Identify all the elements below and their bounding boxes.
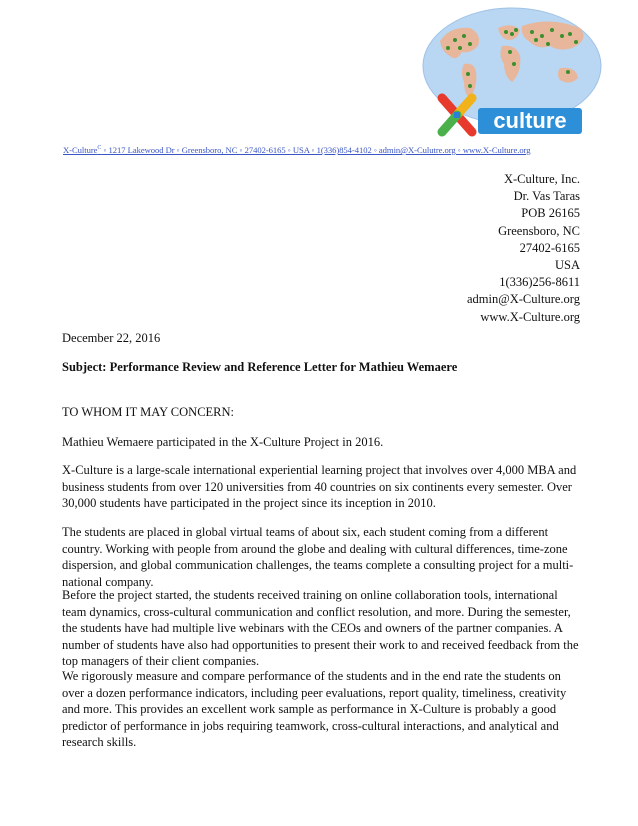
paragraph-teams: The students are placed in global virtual teams of about six, each student coming from a different country. Working with people from around the globe and dealing with cultural differences, time-zone dispersion, and global communication challenges, the teams complete a consulting project for a multi-national company.	[62, 525, 574, 589]
sender-address	[467, 171, 580, 326]
address-email[interactable]: admin@X-Culture.org	[466, 292, 580, 307]
logo-wordmark: culture	[493, 108, 567, 133]
address-line: POB 26165	[521, 206, 580, 221]
letter-date: December 22, 2016	[62, 331, 161, 345]
header-contact-line[interactable]	[63, 145, 583, 155]
address-phone: 1(336)256-8611	[499, 275, 580, 290]
paragraph-training: Before the project started, the students received training on online collaboration tools, international team dynamics, cross-cultural communication and conflict resolution, and more. During the semester, the students have had multiple live webinars with the CEOs and owners of the partner companies. A number of students have also had opportunities to present their work to and received feedback from the top managers of their client companies.	[62, 588, 579, 669]
paragraph-about-x-culture: X-Culture is a large-scale international experiential learning project that involves over 4,000 MBA and business students from over 120 universities from 40 countries on six continents every semester. Over 30,000 students have participated in the project since its inception in 2010.	[62, 463, 577, 511]
x-culture-logo	[420, 6, 602, 142]
address-line: Dr. Vas Taras	[513, 189, 580, 204]
address-website[interactable]: www.X-Culture.org	[480, 309, 580, 324]
paragraph-evaluation: We rigorously measure and compare performance of the students and in the end rate the students on over a dozen performance indicators, including peer evaluations, report quality, timeliness, creativity and more. This provides an excellent work sample as performance in X-Culture is probably a good predictor of performance in jobs requiring teamwork, cross-cultural interactions, and analytical and research skills.	[62, 669, 567, 750]
header-copyright-mark: C	[97, 145, 102, 152]
address-line: 27402-6165	[519, 240, 580, 255]
header-contact-details: ◦ 1217 Lakewood Dr ◦ Greensboro, NC ◦ 27402-6165 ◦ USA ◦ 1(336)854-4102 ◦ admin@X-Culutre.org ◦ www.X-Culture.org	[101, 145, 531, 155]
letter-salutation: TO WHOM IT MAY CONCERN:	[62, 405, 235, 419]
address-line: Greensboro, NC	[498, 223, 580, 238]
letter-subject: Subject: Performance Review and Reference Letter for Mathieu Wemaere	[62, 360, 458, 374]
address-line: USA	[554, 258, 580, 273]
paragraph-participation: Mathieu Wemaere participated in the X-Culture Project in 2016.	[62, 435, 384, 449]
header-org: X-Culture	[63, 145, 98, 155]
address-line: X-Culture, Inc.	[503, 172, 580, 186]
